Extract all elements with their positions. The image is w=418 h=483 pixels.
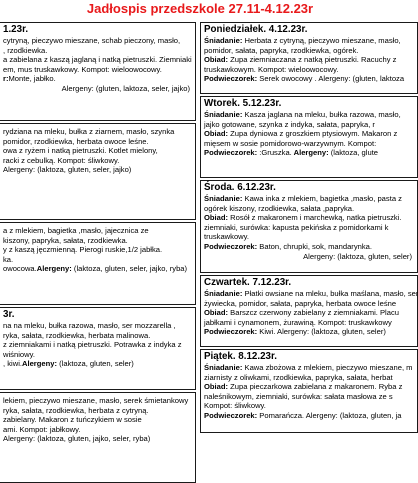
meal-label: Obiad: (204, 308, 229, 318)
left-day-card (0, 392, 196, 483)
menu-line (3, 359, 192, 369)
menu-line (3, 165, 192, 175)
meal-text: Herbata z cytryną, pieczywo mieszane, masło, (242, 36, 401, 45)
menu-line (204, 110, 414, 120)
right-day-card (200, 349, 418, 433)
meal-text: truskawkowy. (204, 232, 250, 242)
meal-label: Podwieczorek: (204, 148, 258, 158)
day-heading: 3r. (3, 309, 15, 320)
meal-text: jajko gotowane, szynka z indyka, sałata, papryka, r (204, 119, 375, 129)
menu-line (204, 401, 414, 411)
menu-line (3, 340, 192, 350)
menu-line (204, 65, 414, 75)
menu-line (204, 120, 414, 130)
meal-text: Pomarańcza. Alergeny: (laktoza, gluten, ja (257, 410, 402, 420)
menu-line (204, 204, 414, 214)
menu-line (3, 156, 192, 166)
meal-text: ziarnisty z oliwkami, rzodkiewka, papryka, sałata, herbat (204, 372, 393, 382)
menu-line (3, 226, 192, 236)
day-heading: 1.23r. (3, 24, 29, 35)
meal-label: Obiad: (204, 55, 229, 65)
meal-text: ogórek kiszony, rzodkiewka, sałata ,papryka. (204, 203, 355, 213)
menu-line (204, 392, 414, 402)
meal-text: Kompot: śliwkowy. (204, 401, 266, 411)
meal-text: owa z ryżem i natką pietruszki. Kotlet mielony, (3, 146, 158, 156)
left-day-card (0, 222, 196, 305)
menu-line (204, 213, 414, 223)
meal-text: ami. Kompot: jabłkowy. (3, 424, 81, 434)
menu-line (3, 396, 192, 406)
meal-label: r: (3, 74, 9, 84)
menu-line (204, 299, 414, 309)
menu-line (204, 74, 414, 84)
meal-label: Obiad: (204, 129, 229, 139)
meal-text: Barszcz czerwony zabielany z ziemniakami. Placu (228, 308, 399, 318)
meal-label: Śniadanie: (204, 363, 243, 372)
meal-text: , rzodkiewka. (3, 45, 48, 55)
menu-line (204, 129, 414, 139)
meal-text: Kasza jaglana na mleku, bułka razowa, masło, (242, 110, 401, 119)
menu-line (204, 55, 414, 65)
meal-text: cytryną, pieczywo mieszane, schab pieczony, masło, (3, 36, 181, 45)
menu-line (3, 406, 192, 416)
left-day-card (0, 123, 196, 220)
meal-text: racki z cebulką. Kompot: śliwkowy. (3, 155, 120, 165)
menu-line (3, 36, 192, 46)
menu-line (204, 36, 414, 46)
left-day-card (0, 22, 196, 121)
meal-label: Podwieczorek: (204, 410, 258, 420)
meal-text: Kiwi. Alergeny: (laktoza, gluten, seler) (257, 327, 386, 337)
menu-line (204, 232, 414, 242)
menu-line (204, 194, 414, 204)
meal-text: owocowa. (3, 264, 37, 274)
meal-label: Śniadanie: (204, 36, 243, 45)
menu-line (204, 327, 414, 337)
menu-line (204, 318, 414, 328)
meal-label: Podwieczorek: (204, 74, 258, 84)
menu-line (3, 425, 192, 435)
menu-line (3, 137, 192, 147)
menu-line (3, 264, 192, 274)
right-day-card (200, 96, 418, 178)
menu-line (3, 331, 192, 341)
meal-text: Kawa zbożowa z mlekiem, pieczywo mieszane, m (242, 363, 413, 372)
meal-text: Rosół z makaronem i marchewką, natka pietruszki. (228, 213, 402, 223)
menu-title: Jadłospis przedszkole 27.11-4.12.23r (86, 1, 314, 16)
menu-line (3, 127, 192, 137)
meal-text: ryka, sałata, rzodkiewka, herbata malinowa. (3, 330, 151, 340)
menu-line (3, 321, 192, 331)
menu-line (3, 55, 192, 65)
meal-label: Podwieczorek: (204, 241, 258, 251)
menu-line (204, 382, 414, 392)
meal-text: a zabielana z kaszą jaglaną i natką pietruszki. Ziemniaki (3, 55, 192, 65)
menu-line (3, 434, 192, 444)
menu-line (3, 415, 192, 425)
meal-text: Zupa dyniowa z groszkiem ptysiowym. Makaron z (228, 129, 398, 139)
menu-line (204, 242, 414, 252)
meal-text: truskawkowym. Kompot: wieloowocowy. (204, 64, 339, 74)
meal-label: Obiad: (204, 382, 229, 392)
meal-text: ziemniaki, surówka: kapusta pekińska z pomidorkami k (204, 222, 389, 232)
meal-text: z ziemniakami i natką pietruszki. Potrawka z indyka z (3, 340, 182, 350)
meal-text: Płatki owsiane na mleku, bułka maślana, masło, ser (242, 289, 418, 298)
meal-text: kiszony, papryka, sałata, rzodkiewka. (3, 235, 128, 245)
day-heading: Poniedziałek. 4.12.23r. (204, 24, 308, 35)
meal-text: Kawa inka z mlekiem, bagietka ,masło, pasta z (242, 194, 402, 203)
menu-line (3, 46, 192, 56)
meal-label: Śniadanie: (204, 289, 243, 298)
allergen-line: Alergeny: (laktoza, gluten, seler) (303, 251, 412, 261)
menu-line (3, 255, 192, 265)
right-column (200, 22, 418, 420)
day-heading: Środa. 6.12.23r. (204, 182, 276, 193)
allergen-label: Alergeny: (21, 359, 58, 369)
menu-line (204, 411, 414, 421)
menu-line (204, 139, 414, 149)
meal-text: mięsem w sosie pomidorowo-warzywnym. Kompot: (204, 138, 377, 148)
menu-line (204, 363, 414, 373)
menu-line (204, 223, 414, 233)
meal-text: ryka, sałata, rzodkiewka, herbata z cytryną. (3, 405, 149, 415)
meal-label: Śniadanie: (204, 110, 243, 119)
allergen-text: (laktoza, gluten, seler) (57, 359, 134, 369)
meal-text: Zupa ziemniaczana z natką pietruszki. Racuchy z (228, 55, 397, 65)
menu-line (204, 148, 414, 158)
right-day-card (200, 180, 418, 273)
meal-text: em, mus truskawkowy. Kompot: wieloowocowy. (3, 64, 162, 74)
day-heading: Wtorek. 5.12.23r. (204, 98, 282, 109)
meal-text: naleśnikowym, ziemniaki, surówka: sałata masłowa ze s (204, 391, 393, 401)
allergen-text: (laktoza, gluten, seler, jajko, ryba) (71, 264, 188, 274)
menu-line (204, 373, 414, 383)
meal-label: Podwieczorek: (204, 327, 258, 337)
meal-text: ka. (3, 254, 14, 264)
meal-text: :Gruszka. (257, 148, 292, 158)
menu-line (3, 245, 192, 255)
right-day-card (200, 22, 418, 94)
allergen-text: (laktoza, glute (328, 148, 379, 158)
allergen-line: Alergeny: (gluten, laktoza, seler, jajko) (61, 83, 190, 93)
menu-line (3, 146, 192, 156)
meal-text: Alergeny: (laktoza, gluten, seler, jajko) (3, 165, 132, 175)
meal-text: Alergeny: (laktoza, gluten, jajko, seler, ryba) (3, 434, 151, 444)
menu-line (204, 289, 418, 299)
left-column (0, 22, 196, 444)
menu-line (204, 46, 414, 56)
meal-text: rydziana na mleku, bułka z ziarnem, masło, szynka (3, 127, 175, 136)
menu-line (3, 65, 192, 75)
meal-text: wiśniowy. (3, 349, 35, 359)
meal-text: y z kaszą jęczmienną. Pierogi ruskie,1/2 jabłka. (3, 245, 163, 255)
meal-label: Śniadanie: (204, 194, 243, 203)
meal-text: pomidor, rzodkiewka, herbata owoce leśne. (3, 136, 149, 146)
meal-text: pomidor, sałata, papryka, rzodkiewka, ogórek. (204, 45, 359, 55)
menu-line (204, 308, 414, 318)
menu-line (3, 350, 192, 360)
meal-text: na na mleku, bułka razowa, masło, ser mozzarella , (3, 321, 176, 330)
meal-text: jabłkami i cynamonem, żurawiną. Kompot: truskawkowy (204, 317, 392, 327)
meal-text: , kiwi. (3, 359, 22, 369)
meal-text: zabielany. Makaron z tuńczykiem w sosie (3, 415, 142, 425)
meal-label: Obiad: (204, 213, 229, 223)
day-heading: Piątek. 8.12.23r. (204, 351, 277, 362)
day-heading: Czwartek. 7.12.23r. (204, 277, 292, 288)
menu-line (3, 236, 192, 246)
allergen-label: Alergeny: (36, 264, 72, 274)
meal-text: żywiecka, pomidor, sałata, papryka, herbata owoce leśne (204, 298, 397, 308)
meal-text: Zupa pieczarkowa zabielana z makaronem. Ryba z (228, 382, 403, 392)
meal-text: lekiem, pieczywo mieszane, masło, serek śmietankowy (3, 396, 189, 405)
allergen-label: Alergeny: (291, 148, 329, 158)
meal-text: Monte, jabłko. (8, 74, 56, 84)
meal-text: a z mlekiem, bagietka ,masło, jajecznica ze (3, 226, 149, 235)
meal-text: Baton, chrupki, sok, mandarynka. (257, 241, 372, 251)
meal-text: Serek owocowy . Alergeny: (gluten, laktoza (257, 74, 405, 84)
menu-line (3, 74, 192, 84)
right-day-card (200, 275, 418, 347)
left-day-card (0, 307, 196, 390)
